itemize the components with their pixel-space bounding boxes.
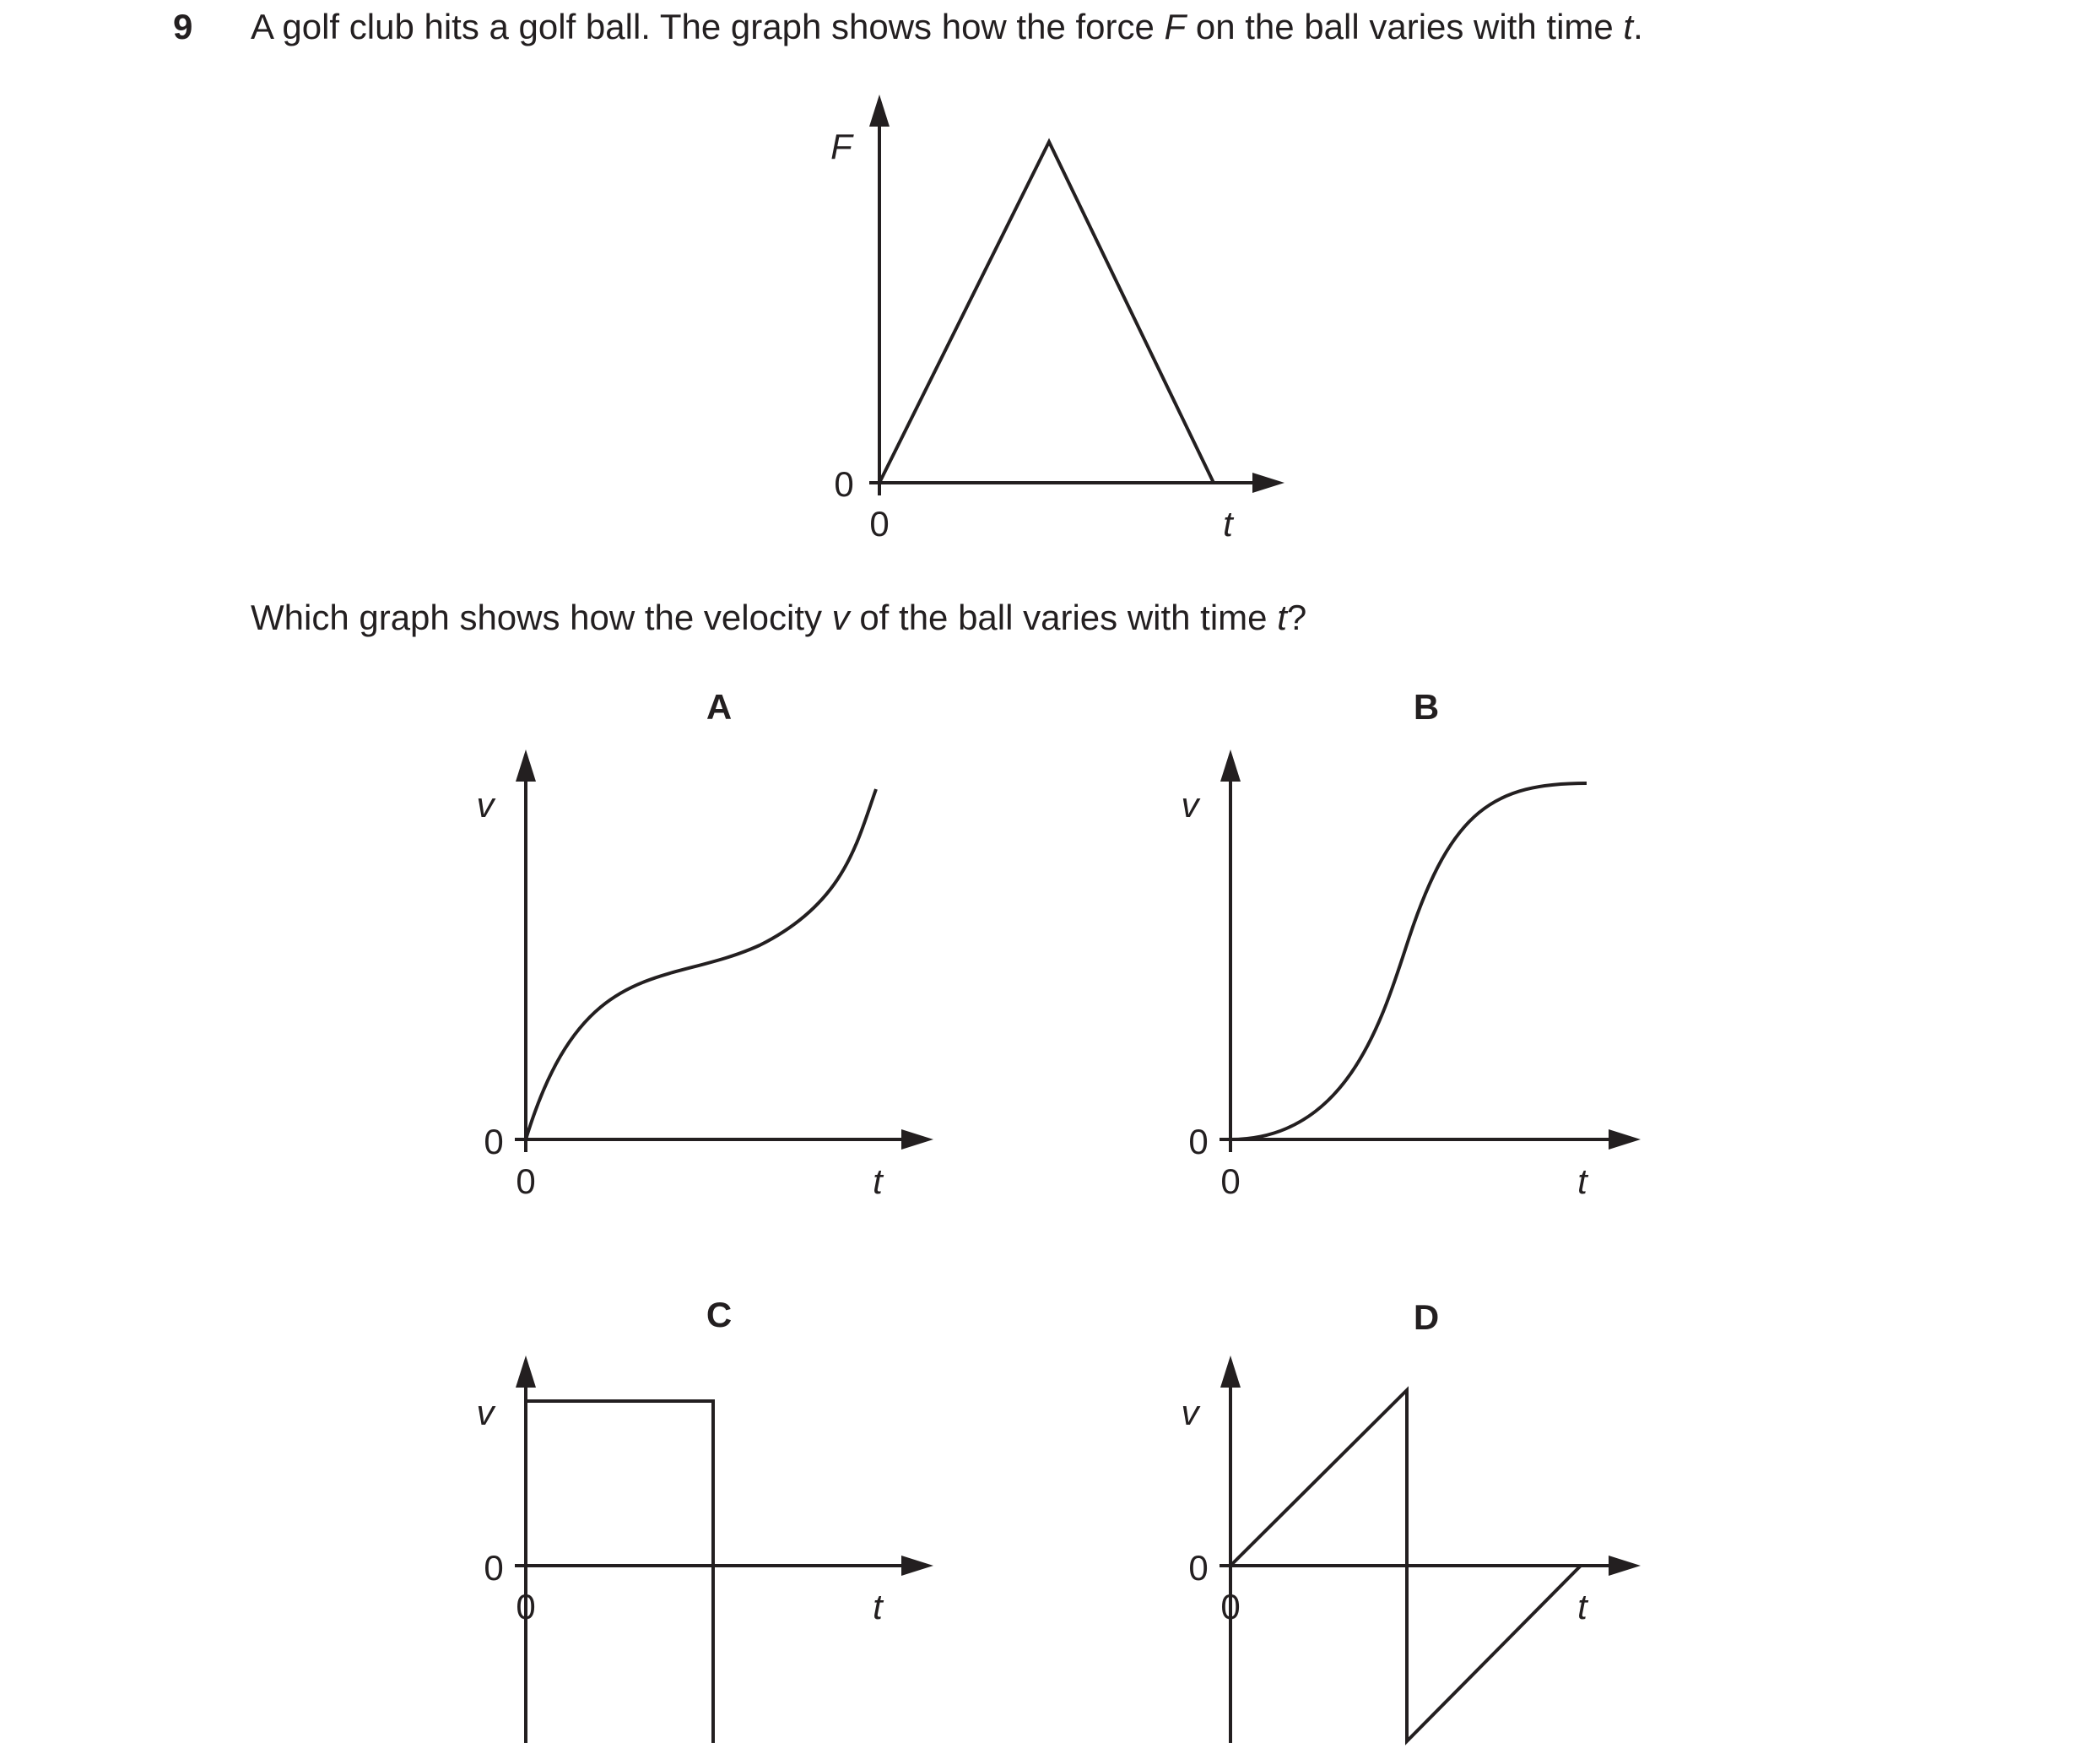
stem-end: .: [1633, 7, 1643, 46]
sub-symbol-v: v: [831, 598, 850, 637]
option-d-graph: [1182, 1297, 1641, 1743]
stem-text-2: on the ball varies with time: [1186, 7, 1624, 46]
option-c-curve: [526, 1401, 713, 1743]
force-time-graph: [830, 95, 1284, 544]
force-y-arrowhead: [869, 95, 890, 127]
option-d-letter: D: [1413, 1297, 1440, 1337]
force-y-label: F: [830, 127, 852, 166]
force-x-label: t: [1223, 504, 1233, 544]
option-a-x-arrowhead: [901, 1129, 933, 1150]
option-c-y-arrowhead: [516, 1355, 536, 1388]
option-a-y-label: v: [476, 785, 495, 825]
question-number: 9: [173, 7, 193, 46]
stem-symbol-t: t: [1623, 7, 1634, 46]
stem-text-1: A golf club hits a golf ball. The graph shows how the force: [251, 7, 1165, 46]
sub-text-1: Which graph shows how the velocity: [251, 598, 832, 637]
option-c-origin-x-label: 0: [516, 1587, 536, 1626]
force-triangle-curve: [879, 142, 1214, 483]
option-a-x-label: t: [873, 1161, 883, 1201]
option-d-y-label: v: [1181, 1393, 1199, 1432]
option-c-x-label: t: [873, 1587, 883, 1626]
sub-text-2: of the ball varies with time: [849, 598, 1278, 637]
option-c-graph: [477, 1295, 934, 1743]
option-b-origin-y-label: 0: [1188, 1122, 1209, 1161]
option-b-x-arrowhead: [1609, 1129, 1641, 1150]
option-b-curve: [1230, 783, 1587, 1139]
option-b-letter: B: [1413, 687, 1440, 727]
sub-end: ?: [1286, 598, 1307, 637]
force-origin-x-label: 0: [869, 504, 890, 544]
option-a-letter: A: [706, 687, 733, 727]
sub-symbol-t: t: [1277, 598, 1287, 637]
force-origin-y-label: 0: [834, 464, 854, 504]
force-x-arrowhead: [1252, 473, 1284, 493]
option-b-graph: [1182, 687, 1641, 1201]
option-d-x-label: t: [1577, 1587, 1587, 1626]
option-a-origin-x-label: 0: [516, 1161, 536, 1201]
option-b-x-label: t: [1577, 1161, 1587, 1201]
option-b-y-arrowhead: [1220, 749, 1241, 782]
option-a-curve: [526, 789, 876, 1139]
option-c-x-arrowhead: [901, 1556, 933, 1576]
option-d-origin-x-label: 0: [1220, 1587, 1241, 1626]
option-a-graph: [477, 687, 934, 1201]
option-d-x-arrowhead: [1609, 1556, 1641, 1576]
option-c-y-label: v: [476, 1393, 495, 1432]
option-d-y-arrowhead: [1220, 1355, 1241, 1388]
option-a-y-arrowhead: [516, 749, 536, 782]
option-b-origin-x-label: 0: [1220, 1161, 1241, 1201]
option-c-origin-y-label: 0: [484, 1548, 504, 1588]
option-c-letter: C: [706, 1295, 733, 1334]
stem-symbol-F: F: [1164, 7, 1187, 46]
option-b-y-label: v: [1181, 785, 1199, 825]
option-a-origin-y-label: 0: [484, 1122, 504, 1161]
option-d-origin-y-label: 0: [1188, 1548, 1209, 1588]
